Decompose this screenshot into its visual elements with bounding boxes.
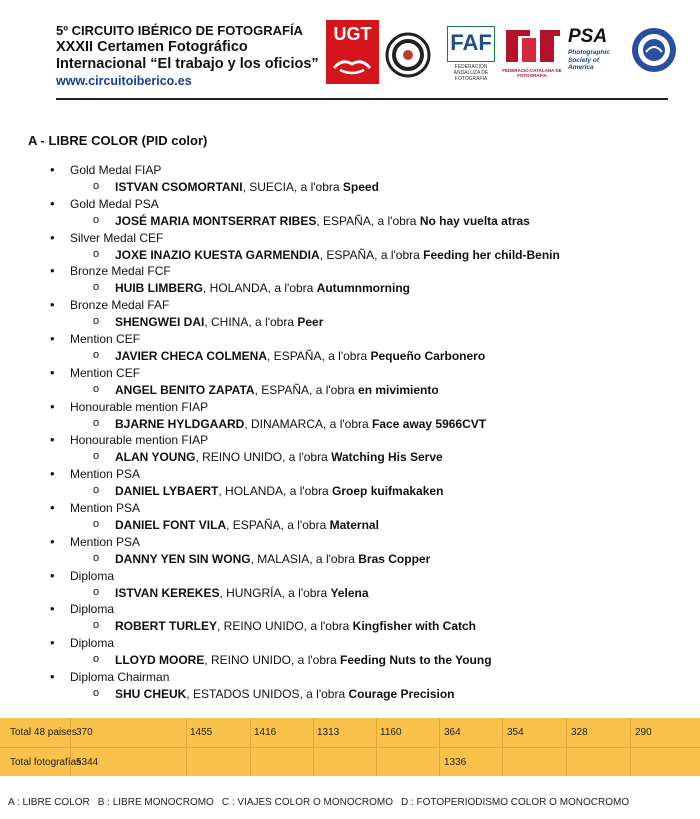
fcf-logo-mark [502, 24, 562, 68]
award-category: • Mention PSA [70, 535, 140, 549]
totals-table [0, 718, 700, 776]
winner-country: , ESPAÑA, a l'obra [254, 382, 359, 397]
table-col-divider [376, 718, 377, 776]
winner-author: BJARNE HYLDGAARD [115, 416, 245, 431]
totals-row2-cell: 5344 [76, 757, 99, 768]
winner-author: SHU CHEUK [115, 687, 187, 701]
legend-item [222, 797, 393, 808]
winner-country: , HUNGRÍA, a l'obra [219, 585, 331, 600]
award-winner [115, 450, 443, 464]
winner-work-title: Bras Copper [358, 551, 431, 566]
winner-work-title: Groep kuifmakaken [332, 484, 444, 499]
totals-row1-cell: 290 [635, 727, 652, 738]
winner-work-title: Kingfisher with Catch [352, 619, 476, 634]
winner-work-title: Feeding her child-Benin [423, 247, 560, 262]
faf-logo-text: FAF [450, 30, 492, 55]
header [0, 0, 700, 104]
header-url-link[interactable]: www.circuitoiberico.es [56, 74, 192, 88]
handshake-icon [332, 54, 372, 76]
award-winner [115, 552, 430, 566]
award-category: • Mention CEF [70, 332, 140, 346]
winner-author: ISTVAN CSOMORTANI [115, 180, 243, 194]
award-category: • Gold Medal FIAP [70, 163, 161, 177]
winner-work-title: Pequeño Carbonero [370, 349, 486, 363]
totals-row2-cell: 1336 [444, 757, 467, 768]
winner-author: ANGEL BENITO ZAPATA [115, 382, 255, 397]
winner-author: HUIB LIMBERG [115, 281, 203, 296]
legend-key: A [8, 797, 15, 808]
totals-row1-cell: 1416 [254, 727, 277, 738]
table-col-divider [630, 718, 631, 776]
winner-country: , HOLANDA, a l'obra [203, 281, 317, 296]
totals-row1-cell: 1160 [380, 727, 402, 738]
winner-work-title: en mivimiento [358, 382, 439, 397]
winner-author: DANIEL FONT VILA [115, 518, 227, 532]
winner-work-title: Yelena [330, 585, 369, 600]
winner-country: , ESTADOS UNIDOS, a l'obra [186, 687, 349, 701]
award-winner [115, 484, 443, 498]
award-category: • Mention PSA [70, 501, 140, 515]
cef-logo [385, 32, 431, 78]
table-col-divider [566, 718, 567, 776]
winner-country: , CHINA, a l'obra [204, 315, 298, 330]
award-category: • Bronze Medal FCF [70, 264, 171, 278]
award-category: • Gold Medal PSA [70, 197, 159, 211]
winner-work-title: Feeding Nuts to the Young [340, 653, 492, 668]
legend-text: : LIBRE MONOCROMO [104, 797, 214, 808]
award-category: • Diploma [70, 636, 114, 650]
legend-key: D [400, 797, 409, 808]
winner-country: , ESPAÑA, a l'obra [319, 247, 424, 262]
winner-author: ISTVAN KEREKES [115, 585, 220, 600]
legend-key: C [221, 797, 230, 808]
award-winner [115, 383, 439, 397]
psa-logo [566, 26, 624, 84]
award-category: • Diploma [70, 602, 114, 616]
award-winner [115, 619, 476, 633]
header-text [56, 22, 319, 90]
winner-country: , ESPAÑA, a l'obra [226, 518, 330, 532]
header-divider [56, 98, 668, 100]
award-category: • Silver Medal CEF [70, 231, 163, 245]
winner-author: JOSÉ MARIA MONTSERRAT RIBES [115, 213, 317, 228]
totals-row1-cell: 354 [507, 727, 524, 738]
category-legend [8, 797, 637, 808]
header-line1: 5º CIRCUITO IBÉRICO DE FOTOGRAFÍA [56, 23, 303, 38]
table-col-divider [502, 718, 503, 776]
table-col-divider [313, 718, 314, 776]
award-winner [115, 417, 486, 431]
header-line3: Internacional “El trabajo y los oficios” [56, 56, 319, 72]
winner-country: , MALASIA, a l'obra [250, 551, 359, 566]
award-winner [115, 180, 379, 194]
totals-row1-cell: 1313 [317, 727, 340, 738]
seal-logo [630, 26, 678, 74]
winner-country: , SUECIA, a l'obra [242, 180, 343, 194]
winner-country: , REINO UNIDO, a l'obra [204, 653, 340, 668]
winner-author: JAVIER CHECA COLMENA [115, 349, 268, 363]
faf-logo [447, 26, 495, 86]
winner-country: , REINO UNIDO, a l'obra [217, 619, 353, 634]
winner-author: LLOYD MOORE [115, 653, 205, 668]
award-category: • Diploma [70, 569, 114, 583]
winner-work-title: No hay vuelta atras [419, 213, 530, 228]
ugt-logo-text: UGT [333, 24, 372, 44]
totals-row1-cell: 364 [444, 727, 461, 738]
legend-text: : FOTOPERIODISMO COLOR O MONOCROMO [408, 797, 630, 808]
table-row-divider [0, 747, 700, 748]
legend-text: : VIAJES COLOR O MONOCROMO [229, 797, 393, 808]
winner-author: ROBERT TURLEY [115, 619, 217, 634]
table-col-divider [186, 718, 187, 776]
faf-logo-subtitle: FEDERACIÓN ANDALUZA DE FOTOGRAFÍA [453, 64, 489, 82]
winner-author: DANNY YEN SIN WONG [115, 551, 251, 566]
legend-key: B [97, 797, 105, 808]
legend-item [401, 797, 629, 808]
winner-author: ALAN YOUNG [115, 450, 196, 465]
header-line2: XXXII Certamen Fotográfico [56, 39, 248, 55]
totals-row1-cell: 328 [571, 727, 588, 738]
fcf-logo [502, 24, 562, 84]
award-winner [115, 653, 492, 667]
award-winner [115, 518, 379, 532]
totals-row1-label: Total 48 paises [10, 727, 77, 738]
totals-row2-label: Total fotografías [10, 757, 82, 768]
fcf-logo-subtitle: FEDERACIÓ CATALANA DE FOTOGRAFIA [502, 68, 562, 78]
winner-work-title: Peer [297, 315, 324, 330]
psa-logo-text: PSA [568, 26, 608, 47]
award-winner [115, 281, 410, 295]
section-title: A - LIBRE COLOR (PID color) [28, 133, 208, 148]
totals-row1-cell: 370 [76, 727, 93, 738]
legend-item [98, 797, 214, 808]
award-category: • Honourable mention FIAP [70, 400, 208, 414]
award-category: • Mention CEF [70, 366, 140, 380]
winner-country: , DINAMARCA, a l'obra [244, 416, 373, 431]
award-winner [115, 248, 560, 262]
psa-logo-subtitle: Photographic Society of America [568, 49, 610, 71]
winner-country: , ESPAÑA, a l'obra [316, 213, 420, 228]
legend-item [8, 797, 90, 808]
winner-work-title: Maternal [329, 518, 379, 532]
award-category: • Mention PSA [70, 467, 140, 481]
winner-country: , HOLANDA, a l'obra [218, 484, 333, 499]
award-winner [115, 349, 485, 363]
award-category: • Diploma Chairman [70, 670, 169, 684]
winner-work-title: Speed [342, 180, 379, 194]
award-category: • Bronze Medal FAF [70, 298, 169, 312]
winner-country: , ESPAÑA, a l'obra [267, 349, 371, 363]
totals-row1-cell: 1455 [190, 727, 213, 738]
table-col-divider [250, 718, 251, 776]
winner-country: , REINO UNIDO, a l'obra [195, 450, 332, 465]
ugt-logo [326, 20, 379, 84]
award-winner [115, 586, 369, 600]
winner-author: DANIEL LYBAERT [115, 484, 219, 499]
winner-work-title: Watching His Serve [331, 450, 443, 465]
winner-work-title: Autumnmorning [316, 281, 410, 296]
winner-author: JOXE INAZIO KUESTA GARMENDIA [115, 247, 320, 262]
winner-work-title: Courage Precision [348, 687, 455, 701]
award-winner [115, 687, 455, 701]
award-winner [115, 214, 530, 228]
table-col-divider [439, 718, 440, 776]
award-winner [115, 315, 323, 329]
winner-author: SHENGWEI DAI [115, 315, 205, 330]
winner-work-title: Face away 5966CVT [372, 416, 487, 431]
award-category: • Honourable mention FIAP [70, 433, 208, 447]
legend-text: : LIBRE COLOR [14, 797, 90, 808]
